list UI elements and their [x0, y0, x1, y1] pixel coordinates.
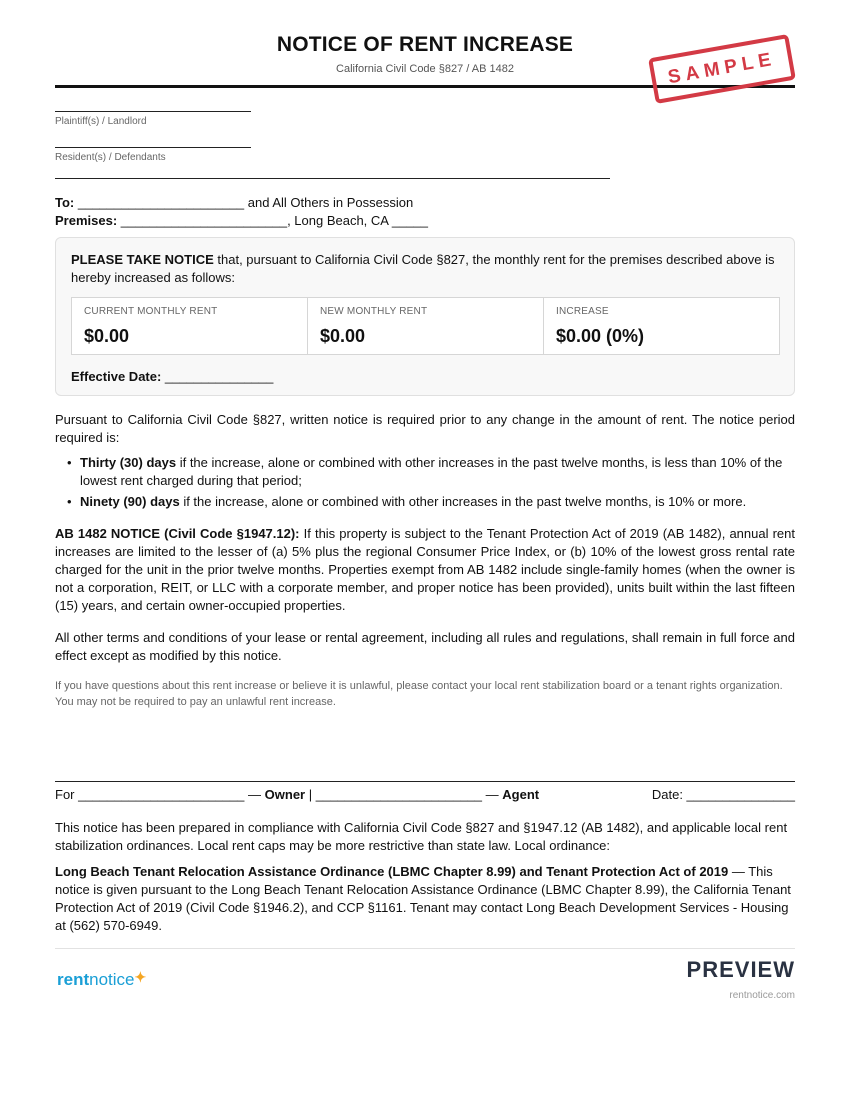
- document-subtitle: California Civil Code §827 / AB 1482: [336, 63, 514, 75]
- new-rent-cell: [308, 298, 544, 354]
- terms-paragraph: All other terms and conditions of your lease or rental agreement, including all rules and regulations, shall remain in full force and effect except as modified by this notice.: [55, 630, 795, 663]
- pipe-separator: |: [305, 787, 316, 802]
- signature-rule: [55, 781, 795, 782]
- list-item: [55, 493, 795, 511]
- ab1482-paragraph: [55, 525, 795, 615]
- date-label: Date:: [651, 787, 687, 802]
- questions-note: If you have questions about this rent increase or believe it is unlawful, please contact your local rent stabilization board or a tenant rights organization. You may not be required to pay an unlawful rent increase.: [55, 680, 783, 708]
- owner-separator: —: [244, 787, 265, 802]
- sample-stamp: SAMPLE: [648, 34, 796, 104]
- list-item: [55, 454, 795, 490]
- list-item-bold: Thirty (30) days: [80, 455, 177, 470]
- notice-period-paragraph: Pursuant to California Civil Code §827, written notice is required prior to any change in the amount of rent. The notice period required is:: [55, 412, 795, 445]
- logo-notice: notice: [89, 970, 135, 989]
- to-suffix: and All Others in Possession: [247, 195, 414, 210]
- document-title: NOTICE OF RENT INCREASE: [276, 33, 574, 56]
- to-label: To:: [55, 195, 75, 210]
- ordinance-paragraph: [55, 863, 795, 935]
- agent-separator: —: [482, 787, 503, 802]
- date-blank[interactable]: _______________: [686, 787, 795, 802]
- signature-date: [652, 787, 795, 802]
- notice-lead-text: that, pursuant to California Civil Code §827, the monthly rent for the premises described above is hereby increased as follows:: [71, 252, 775, 285]
- premises-blank[interactable]: _______________________: [117, 213, 288, 228]
- premises-label: Premises:: [55, 213, 118, 228]
- footer-rule: [55, 948, 795, 949]
- site-url[interactable]: rentnotice.com: [729, 990, 795, 1001]
- premises-suffix: , Long Beach, CA _____: [287, 213, 429, 228]
- resident-signature-line[interactable]: [55, 147, 251, 148]
- increase-cell: [544, 298, 779, 354]
- parties-divider: [55, 178, 610, 179]
- resident-label: Resident(s) / Defendants: [55, 152, 166, 163]
- to-blank[interactable]: _______________________: [74, 195, 248, 210]
- sparkle-icon: ✦: [134, 969, 147, 985]
- new-rent-label: NEW MONTHLY RENT: [320, 306, 428, 317]
- ordinance-heading: Long Beach Tenant Relocation Assistance Ordinance (LBMC Chapter 8.99) and Tenant Protection Act of 2019: [55, 864, 729, 879]
- owner-label: Owner: [264, 787, 306, 802]
- ab1482-text: If this property is subject to the Tenant Protection Act of 2019 (AB 1482), annual rent increases are limited to the lesser of (a) 5% plus the regional Consumer Price Index, or (b) 10% of the lowest gross rental rate charged for the unit in the prior twelve months. Properties exempt from AB 1482 include single-family homes (when the owner is not a corporation, REIT, or LLC with a corporate member, and proper notice has been provided), units built within the last fifteen (15) years, and certain owner-occupied properties.: [55, 526, 795, 613]
- premises-line: [55, 213, 428, 228]
- effective-date-label: Effective Date:: [71, 369, 162, 384]
- new-rent-value: $0.00: [320, 326, 366, 346]
- rentnotice-logo[interactable]: [57, 970, 146, 990]
- ab1482-heading: AB 1482 NOTICE (Civil Code §1947.12):: [55, 526, 300, 541]
- current-rent-cell: [72, 298, 308, 354]
- increase-label: INCREASE: [556, 306, 609, 317]
- owner-blank[interactable]: _______________________: [78, 787, 245, 802]
- agent-blank[interactable]: _______________________: [315, 787, 483, 802]
- rent-table: [71, 297, 780, 355]
- to-line: [55, 195, 413, 210]
- current-rent-label: CURRENT MONTHLY RENT: [84, 306, 218, 317]
- agent-label: Agent: [502, 787, 540, 802]
- for-label: For: [55, 787, 79, 802]
- effective-date-blank[interactable]: _______________: [161, 369, 274, 384]
- list-item-bold: Ninety (90) days: [80, 494, 180, 509]
- plaintiff-signature-line[interactable]: [55, 111, 251, 112]
- plaintiff-label: Plaintiff(s) / Landlord: [55, 116, 147, 127]
- list-item-text: if the increase, alone or combined with other increases in the past twelve months, is 10% or more.: [179, 494, 747, 509]
- effective-date: [71, 369, 273, 384]
- notice-lead: [71, 251, 781, 287]
- increase-value: $0.00 (0%): [556, 326, 645, 346]
- preview-label: PREVIEW: [686, 957, 795, 982]
- ordinance-text: — This notice is given pursuant to the Long Beach Tenant Relocation Assistance Ordinance (LBMC Chapter 8.99), the California Tenant Protection Act of 2019 (Civil Code §1946.2), and CCP §1161. Tenant may contact Long Beach Development Services - Housing at (562) 570-6949.: [55, 864, 791, 933]
- notice-period-list: [55, 454, 795, 514]
- signature-row: [55, 787, 795, 802]
- list-item-text: if the increase, alone or combined with other increases in the past twelve months, is less than 10% of the lowest rent charged during that period;: [80, 455, 783, 488]
- compliance-paragraph: This notice has been prepared in compliance with California Civil Code §827 and §1947.12 (AB 1482), and applicable local rent stabilization ordinances. Local rent caps may be more restrictive than state law. Local ordinance:: [55, 820, 788, 853]
- notice-lead-bold: PLEASE TAKE NOTICE: [71, 252, 214, 267]
- current-rent-value: $0.00: [84, 326, 130, 346]
- notice-box: [55, 237, 795, 396]
- logo-rent: rent: [57, 970, 90, 989]
